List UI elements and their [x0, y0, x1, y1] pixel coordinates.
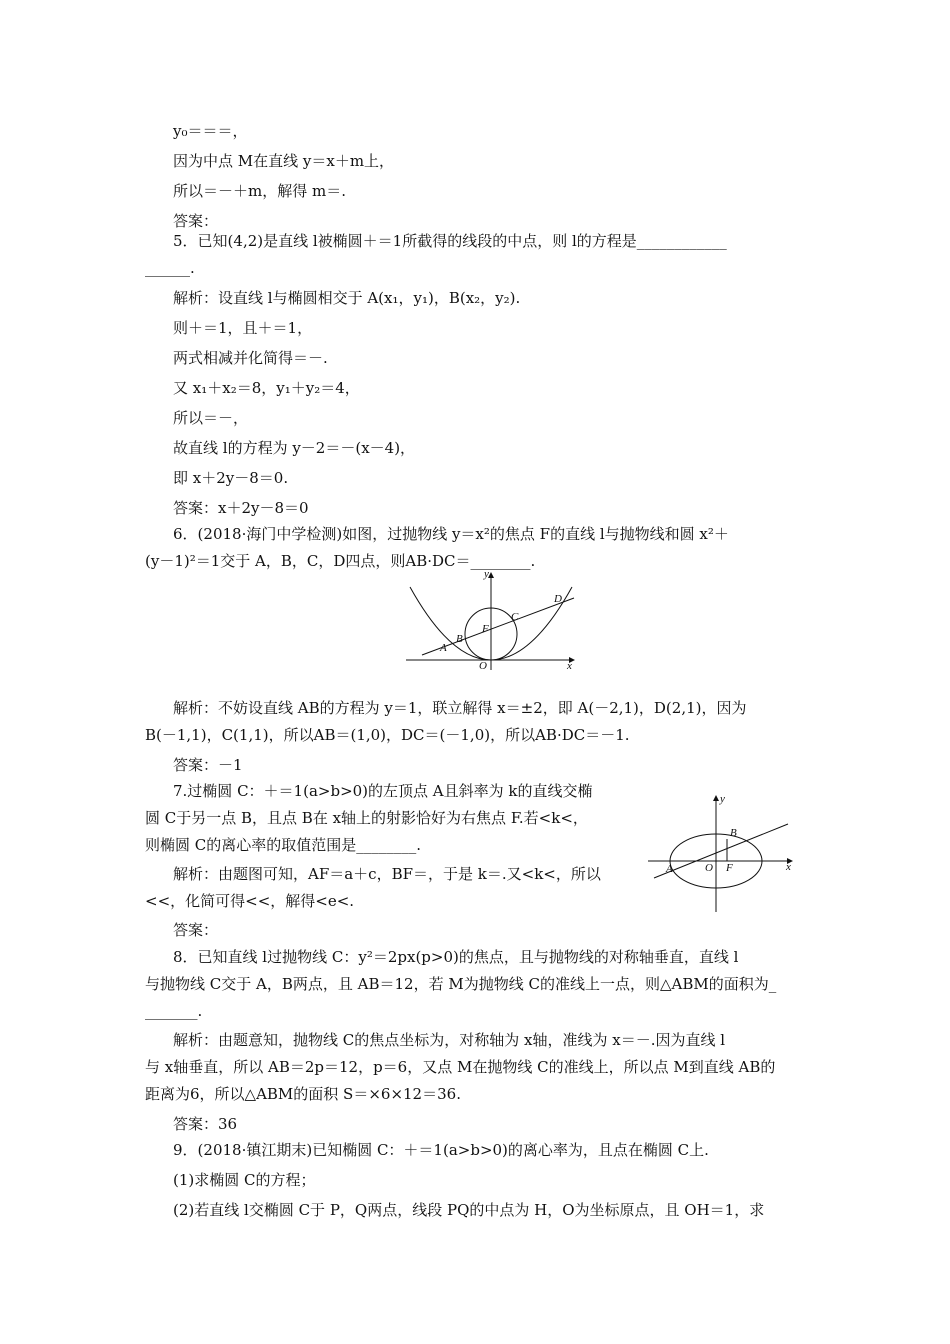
text-line: 因为中点 M在直线 y＝x＋m上，	[173, 152, 395, 170]
text-line: 即 x＋2y－8＝0.	[173, 469, 289, 487]
text-line: _______.	[145, 1002, 203, 1020]
text-line: (y－1)²＝1交于 A，B，C，D四点，则AB·DC＝________.	[145, 552, 536, 570]
text-line: 所以＝－，	[173, 409, 249, 427]
text-line: 距离为6，所以△ABM的面积 S＝×6×12＝36.	[145, 1085, 461, 1103]
text-line: 则椭圆 C的离心率的取值范围是________.	[145, 836, 422, 854]
text-line: 所以＝－＋m，解得 m＝.	[173, 182, 346, 200]
text-line: <<，化简可得<<，解得<e<.	[145, 892, 355, 910]
label-a: A	[440, 642, 447, 654]
label-y: y	[720, 793, 725, 805]
text-line: B(－1,1)，C(1,1)，所以AB＝(1,0)，DC＝(－1,0)，所以AB·DC＝－1.	[145, 726, 630, 744]
text-line: 故直线 l的方程为 y－2＝－(x－4)，	[173, 439, 416, 457]
text-line: (2)若直线 l交椭圆 C于 P，Q两点，线段 PQ的中点为 H，O为坐标原点，且 OH＝1，求	[173, 1201, 765, 1219]
label-y: y	[484, 568, 489, 580]
label-x: x	[786, 861, 791, 873]
label-o: O	[479, 660, 487, 672]
text-line: 答案：x＋2y－8＝0	[173, 499, 309, 517]
text-line: 解析：设直线 l与椭圆相交于 A(x₁，y₁)，B(x₂，y₂).	[173, 289, 521, 307]
text-line: ______.	[145, 259, 195, 277]
figure-parabola-circle	[404, 565, 586, 673]
text-line: 答案：36	[173, 1115, 238, 1133]
label-c: C	[511, 611, 519, 623]
label-o: O	[705, 862, 713, 874]
text-line: y₀＝＝＝，	[173, 122, 248, 140]
label-a: A	[666, 863, 673, 875]
label-b: B	[456, 633, 463, 645]
figure-ellipse	[646, 790, 798, 914]
text-line: 答案：－1	[173, 756, 243, 774]
label-x: x	[567, 660, 572, 672]
label-f: F	[726, 862, 733, 874]
text-line: 6．(2018·海门中学检测)如图，过抛物线 y＝x²的焦点 F的直线 l与抛物线和圆 x²＋	[173, 525, 729, 543]
text-line: 与抛物线 C交于 A，B两点，且 AB＝12，若 M为抛物线 C的准线上一点，则△ABM的面积为_	[145, 975, 777, 993]
text-line: 8．已知直线 l过抛物线 C：y²＝2px(p>0)的焦点，且与抛物线的对称轴垂直，直线 l	[173, 948, 739, 966]
text-line: 解析：不妨设直线 AB的方程为 y＝1，联立解得 x＝±2，即 A(－2,1)，D(2,1)，因为	[173, 699, 747, 717]
text-line: 两式相减并化简得＝－.	[173, 349, 328, 367]
text-line: 答案：	[173, 212, 219, 230]
text-line: 解析：由题意知，抛物线 C的焦点坐标为，对称轴为 x轴，准线为 x＝－.因为直线 l	[173, 1031, 726, 1049]
text-line: 7.过椭圆 C：＋＝1(a>b>0)的左顶点 A且斜率为 k的直线交椭	[173, 782, 593, 800]
text-line: (1)求椭圆 C的方程；	[173, 1171, 316, 1189]
text-line: 与 x轴垂直，所以 AB＝2p＝12，p＝6，又点 M在抛物线 C的准线上，所以点 M到直线 AB的	[145, 1058, 776, 1076]
text-line: 圆 C于另一点 B，且点 B在 x轴上的射影恰好为右焦点 F.若<k<，	[145, 809, 588, 827]
text-line: 又 x₁＋x₂＝8，y₁＋y₂＝4，	[173, 379, 360, 397]
text-line: 则＋＝1，且＋＝1，	[173, 319, 313, 337]
text-line: 解析：由题图可知，AF＝a＋c，BF＝，于是 k＝.又<k<，所以	[173, 865, 601, 883]
label-b: B	[730, 827, 737, 839]
label-d: D	[554, 593, 562, 605]
text-line: 5．已知(4,2)是直线 l被椭圆＋＝1所截得的线段的中点，则 l的方程是____________	[173, 232, 727, 250]
line-ab	[654, 824, 788, 878]
text-line: 答案：	[173, 921, 219, 939]
text-line: 9．(2018·镇江期末)已知椭圆 C：＋＝1(a>b>0)的离心率为，且点在椭圆 C上.	[173, 1141, 709, 1159]
label-f: F	[482, 623, 489, 635]
